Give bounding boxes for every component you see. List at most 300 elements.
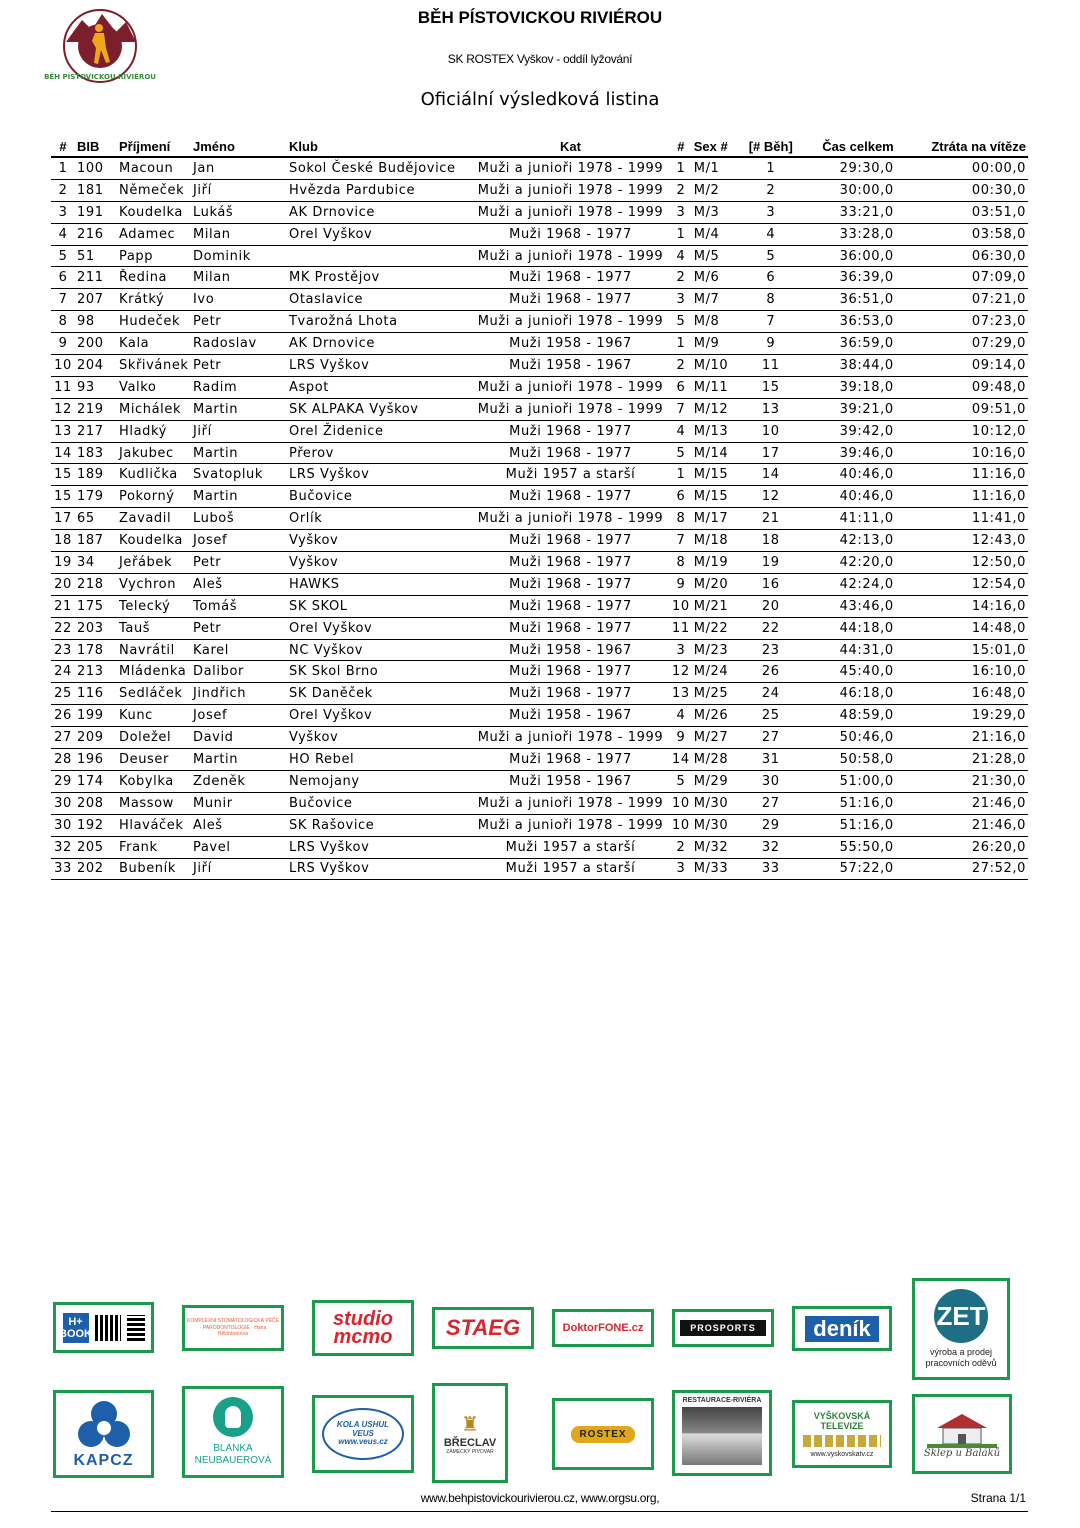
table-row [51,245,1028,267]
cell-category: Muži 1968 - 1977 [471,552,670,574]
cell-surname: Tauš [117,617,191,639]
cell-loss: 26:20,0 [896,836,1028,858]
col-club: Klub [287,136,471,157]
cell-surname: Vychron [117,573,191,595]
cell-surname: Hladký [117,420,191,442]
cell-time: 46:18,0 [802,683,896,705]
cell-rank: 2 [51,179,75,201]
cell-rank: 9 [51,333,75,355]
cell-time: 39:42,0 [802,420,896,442]
cell-time: 36:00,0 [802,245,896,267]
cell-time: 29:30,0 [802,157,896,179]
cell-bib: 98 [75,311,117,333]
table-row [51,333,1028,355]
cell-surname: Navrátil [117,639,191,661]
sponsor-zet [912,1278,1010,1380]
cell-name: Martin [191,398,287,420]
cell-run: 15 [740,376,802,398]
cell-club: LRS Vyškov [287,355,471,377]
cell-sex: M/26 [692,705,740,727]
table-row [51,792,1028,814]
col-name: Jméno [191,136,287,157]
cell-bib: 183 [75,442,117,464]
cell-run: 16 [740,573,802,595]
cell-loss: 21:30,0 [896,770,1028,792]
cell-time: 40:46,0 [802,464,896,486]
cell-name: Zdeněk [191,770,287,792]
page-number: Strana 1/1 [970,1491,1026,1505]
cell-sex: M/7 [692,289,740,311]
cell-club: Sokol České Budějovice [287,157,471,179]
cell-cat-rank: 14 [670,749,692,771]
cell-run: 12 [740,486,802,508]
cell-bib: 205 [75,836,117,858]
cell-loss: 12:50,0 [896,552,1028,574]
cell-name: Dalibor [191,661,287,683]
cell-bib: 204 [75,355,117,377]
cell-rank: 23 [51,639,75,661]
cell-loss: 12:43,0 [896,530,1028,552]
cell-rank: 18 [51,530,75,552]
table-row [51,836,1028,858]
sponsor-denik [792,1306,892,1351]
film-strip-icon [803,1435,881,1447]
cell-cat-rank: 9 [670,573,692,595]
cell-name: Lukáš [191,201,287,223]
cell-loss: 21:46,0 [896,814,1028,836]
cell-bib: 219 [75,398,117,420]
results-body [51,157,1028,880]
cell-sex: M/22 [692,617,740,639]
cell-cat-rank: 1 [670,157,692,179]
cell-name: Martin [191,486,287,508]
cell-category: Muži a junioři 1978 - 1999 [471,311,670,333]
rostex-logo: ROSTEX [571,1426,634,1443]
cell-loss: 07:09,0 [896,267,1028,289]
event-title: BĚH PÍSTOVICKOU RIVIÉROU [417,8,663,27]
cell-bib: 181 [75,179,117,201]
organizer: SK ROSTEX Vyškov - oddíl lyžování [447,52,633,66]
logo-text: BĚH PÍSTOVICKOU RIVIÉROU [44,73,156,81]
cell-name: Petr [191,311,287,333]
cell-surname: Němeček [117,179,191,201]
cell-time: 33:28,0 [802,223,896,245]
cell-loss: 14:48,0 [896,617,1028,639]
cell-surname: Valko [117,376,191,398]
cell-loss: 21:28,0 [896,749,1028,771]
cell-surname: Kala [117,333,191,355]
cell-time: 30:00,0 [802,179,896,201]
cell-rank: 17 [51,508,75,530]
cell-club: Orel Vyškov [287,223,471,245]
cell-run: 31 [740,749,802,771]
cell-category: Muži 1958 - 1967 [471,355,670,377]
cell-bib: 216 [75,223,117,245]
cell-rank: 15 [51,486,75,508]
cell-club: Hvězda Pardubice [287,179,471,201]
cell-loss: 06:30,0 [896,245,1028,267]
stomatologie-text: KOMPLEXNÍ STOMATOLOGICKÁ PÉČE · PARODONTOLOGIE · Hana Bělohlávková [187,1318,279,1338]
cell-bib: 208 [75,792,117,814]
cell-run: 29 [740,814,802,836]
cell-time: 36:59,0 [802,333,896,355]
zet-caption: výroba a prodej pracovních oděvů [925,1347,997,1368]
cell-surname: Kunc [117,705,191,727]
cell-bib: 34 [75,552,117,574]
sponsor-veus [312,1395,414,1473]
col-category: Kat [471,136,670,157]
table-header [51,136,1028,157]
cell-surname: Pokorný [117,486,191,508]
table-row [51,157,1028,179]
cell-bib: 200 [75,333,117,355]
cell-loss: 11:16,0 [896,464,1028,486]
kapcz-logo: KAPCZ [73,1452,134,1469]
cell-bib: 203 [75,617,117,639]
cell-name: Karel [191,639,287,661]
cell-sex: M/2 [692,179,740,201]
footer-divider [51,1511,1028,1512]
cell-bib: 202 [75,858,117,880]
table-row [51,639,1028,661]
cell-rank: 30 [51,814,75,836]
table-row [51,595,1028,617]
qr-code-icon [127,1315,145,1341]
table-row [51,376,1028,398]
cell-run: 25 [740,705,802,727]
cell-loss: 11:16,0 [896,486,1028,508]
cell-category: Muži a junioři 1978 - 1999 [471,376,670,398]
sponsor-staeg [432,1307,534,1349]
cell-cat-rank: 10 [670,595,692,617]
table-row [51,508,1028,530]
cell-category: Muži 1968 - 1977 [471,442,670,464]
cell-club: LRS Vyškov [287,464,471,486]
cell-name: Jan [191,157,287,179]
cell-rank: 11 [51,376,75,398]
cell-club: Orel Vyškov [287,705,471,727]
vyskovska-tv-url: www.vyskovskatv.cz [810,1450,874,1458]
table-row [51,727,1028,749]
cell-loss: 03:51,0 [896,201,1028,223]
castle-icon: ♜ [461,1413,479,1436]
cell-run: 27 [740,792,802,814]
results-table [51,136,1028,880]
table-row [51,464,1028,486]
cell-cat-rank: 2 [670,836,692,858]
cell-category: Muži a junioři 1978 - 1999 [471,398,670,420]
cell-category: Muži a junioři 1978 - 1999 [471,179,670,201]
cell-loss: 07:23,0 [896,311,1028,333]
cell-rank: 5 [51,245,75,267]
cell-time: 36:53,0 [802,311,896,333]
cell-rank: 7 [51,289,75,311]
cell-rank: 21 [51,595,75,617]
cell-time: 38:44,0 [802,355,896,377]
table-row [51,420,1028,442]
cell-sex: M/17 [692,508,740,530]
cell-sex: M/18 [692,530,740,552]
cell-category: Muži a junioři 1978 - 1999 [471,727,670,749]
cell-cat-rank: 6 [670,376,692,398]
table-row [51,683,1028,705]
cell-time: 44:31,0 [802,639,896,661]
cell-club: Tvarožná Lhota [287,311,471,333]
cell-category: Muži 1968 - 1977 [471,267,670,289]
cell-time: 33:21,0 [802,201,896,223]
cell-rank: 29 [51,770,75,792]
cell-run: 3 [740,201,802,223]
cell-surname: Sedláček [117,683,191,705]
col-bib: BIB [75,136,117,157]
cell-bib: 100 [75,157,117,179]
cell-surname: Koudelka [117,530,191,552]
cell-name: Svatopluk [191,464,287,486]
sponsor-studio-mcmo [312,1300,414,1356]
cell-cat-rank: 4 [670,420,692,442]
cell-sex: M/5 [692,245,740,267]
cell-cat-rank: 7 [670,398,692,420]
cell-name: Milan [191,223,287,245]
cell-name: Josef [191,705,287,727]
document-title: Oficiální výsledková listina [420,89,660,110]
cell-bib: 213 [75,661,117,683]
cell-club: Aspot [287,376,471,398]
cell-rank: 13 [51,420,75,442]
cell-loss: 00:00,0 [896,157,1028,179]
cell-name: Aleš [191,573,287,595]
cell-name: Petr [191,552,287,574]
cell-club: LRS Vyškov [287,836,471,858]
cell-sex: M/6 [692,267,740,289]
cell-rank: 19 [51,552,75,574]
cell-rank: 28 [51,749,75,771]
cell-surname: Michálek [117,398,191,420]
table-row [51,223,1028,245]
cell-sex: M/30 [692,814,740,836]
table-row [51,661,1028,683]
cell-cat-rank: 10 [670,792,692,814]
cell-sex: M/11 [692,376,740,398]
cell-run: 20 [740,595,802,617]
cell-sex: M/33 [692,858,740,880]
cell-name: Jindřich [191,683,287,705]
cell-bib: 199 [75,705,117,727]
cell-surname: Ředina [117,267,191,289]
cell-cat-rank: 9 [670,727,692,749]
cell-time: 50:46,0 [802,727,896,749]
table-row [51,617,1028,639]
cell-run: 26 [740,661,802,683]
cell-category: Muži 1968 - 1977 [471,683,670,705]
tooth-icon [213,1397,253,1437]
cell-sex: M/1 [692,157,740,179]
cell-name: Dominik [191,245,287,267]
footer-links: www.behpistovickourivierou.cz, www.orgsu.org, [420,1491,660,1505]
restaurace-name: RESTAURACE-RIVIÉRA [682,1397,762,1404]
cell-loss: 12:54,0 [896,573,1028,595]
cell-run: 10 [740,420,802,442]
neubauerova-name: BLANKA NEUBAUEROVÁ [194,1443,272,1466]
cell-club: HO Rebel [287,749,471,771]
cell-surname: Telecký [117,595,191,617]
cell-time: 36:51,0 [802,289,896,311]
cell-cat-rank: 12 [670,661,692,683]
cell-time: 42:20,0 [802,552,896,574]
cell-run: 17 [740,442,802,464]
cell-name: Martin [191,749,287,771]
cell-club [287,245,471,267]
cell-category: Muži 1968 - 1977 [471,420,670,442]
cell-run: 27 [740,727,802,749]
cell-club: Orel Židenice [287,420,471,442]
table-row [51,398,1028,420]
cell-time: 42:24,0 [802,573,896,595]
cell-category: Muži 1957 a starší [471,836,670,858]
cell-rank: 8 [51,311,75,333]
cell-run: 9 [740,333,802,355]
sponsor-prosports [672,1309,774,1347]
cell-run: 14 [740,464,802,486]
denik-logo: deník [805,1316,878,1342]
table-row [51,573,1028,595]
cell-category: Muži 1968 - 1977 [471,530,670,552]
cell-cat-rank: 1 [670,223,692,245]
cell-rank: 1 [51,157,75,179]
cell-run: 30 [740,770,802,792]
cell-rank: 33 [51,858,75,880]
cell-cat-rank: 6 [670,486,692,508]
cell-loss: 07:21,0 [896,289,1028,311]
cell-loss: 15:01,0 [896,639,1028,661]
cell-bib: 179 [75,486,117,508]
cell-name: Luboš [191,508,287,530]
cell-run: 13 [740,398,802,420]
studio-mcmo-logo: studio mcmo [333,1308,393,1348]
cell-sex: M/15 [692,486,740,508]
cell-surname: Zavadil [117,508,191,530]
hbook-logo: H+ BOOK [63,1313,89,1343]
cell-cat-rank: 4 [670,245,692,267]
cell-loss: 10:16,0 [896,442,1028,464]
sklep-logo: Sklep u Baláků [923,1447,1001,1459]
cell-time: 51:00,0 [802,770,896,792]
cell-surname: Jakubec [117,442,191,464]
cell-name: Ivo [191,289,287,311]
table-row [51,749,1028,771]
cell-category: Muži 1968 - 1977 [471,617,670,639]
cell-cat-rank: 4 [670,705,692,727]
cell-rank: 20 [51,573,75,595]
cell-category: Muži 1968 - 1977 [471,289,670,311]
cell-name: Milan [191,267,287,289]
cell-sex: M/9 [692,333,740,355]
cell-surname: Kudlička [117,464,191,486]
cell-bib: 217 [75,420,117,442]
cell-time: 39:46,0 [802,442,896,464]
cell-sex: M/21 [692,595,740,617]
cell-sex: M/13 [692,420,740,442]
cell-time: 48:59,0 [802,705,896,727]
cell-run: 19 [740,552,802,574]
cell-sex: M/23 [692,639,740,661]
table-row [51,705,1028,727]
cell-name: Radim [191,376,287,398]
cell-run: 4 [740,223,802,245]
table-row [51,179,1028,201]
cell-time: 45:40,0 [802,661,896,683]
cell-cat-rank: 8 [670,552,692,574]
cell-bib: 209 [75,727,117,749]
cell-name: Jiří [191,179,287,201]
cell-run: 1 [740,157,802,179]
house-icon [927,1410,997,1448]
cell-bib: 116 [75,683,117,705]
cell-sex: M/4 [692,223,740,245]
cell-bib: 174 [75,770,117,792]
cell-time: 39:21,0 [802,398,896,420]
cell-loss: 03:58,0 [896,223,1028,245]
cell-surname: Papp [117,245,191,267]
cell-club: AK Drnovice [287,201,471,223]
cell-time: 43:46,0 [802,595,896,617]
cell-category: Muži 1957 a starší [471,464,670,486]
sponsor-restaurace [672,1390,772,1476]
cell-cat-rank: 5 [670,311,692,333]
cell-cat-rank: 5 [670,770,692,792]
cell-cat-rank: 3 [670,201,692,223]
cell-time: 55:50,0 [802,836,896,858]
cell-club: Vyškov [287,530,471,552]
sponsor-breclav [432,1383,508,1483]
cell-surname: Frank [117,836,191,858]
cell-surname: Hlaváček [117,814,191,836]
cell-run: 11 [740,355,802,377]
table-row [51,311,1028,333]
cell-surname: Skřivánek [117,355,191,377]
zet-logo: ZET [934,1289,988,1343]
col-run: [# Běh] [740,136,802,157]
table-row [51,814,1028,836]
cell-name: Jiří [191,858,287,880]
cell-loss: 07:29,0 [896,333,1028,355]
cell-cat-rank: 2 [670,179,692,201]
cell-time: 41:11,0 [802,508,896,530]
cell-rank: 32 [51,836,75,858]
cell-club: AK Drnovice [287,333,471,355]
cell-cat-rank: 5 [670,442,692,464]
cell-sex: M/28 [692,749,740,771]
cell-time: 44:18,0 [802,617,896,639]
cell-sex: M/30 [692,792,740,814]
cell-rank: 6 [51,267,75,289]
cell-bib: 65 [75,508,117,530]
cell-name: David [191,727,287,749]
cell-surname: Mládenka [117,661,191,683]
sponsor-sklep [912,1394,1012,1474]
sponsor-hbook [53,1302,154,1353]
table-row [51,486,1028,508]
cell-bib: 207 [75,289,117,311]
cell-category: Muži 1968 - 1977 [471,573,670,595]
cell-rank: 15 [51,464,75,486]
cell-time: 40:46,0 [802,486,896,508]
cell-club: Otaslavice [287,289,471,311]
cell-loss: 09:14,0 [896,355,1028,377]
cell-sex: M/12 [692,398,740,420]
cell-surname: Hudeček [117,311,191,333]
cell-name: Aleš [191,814,287,836]
